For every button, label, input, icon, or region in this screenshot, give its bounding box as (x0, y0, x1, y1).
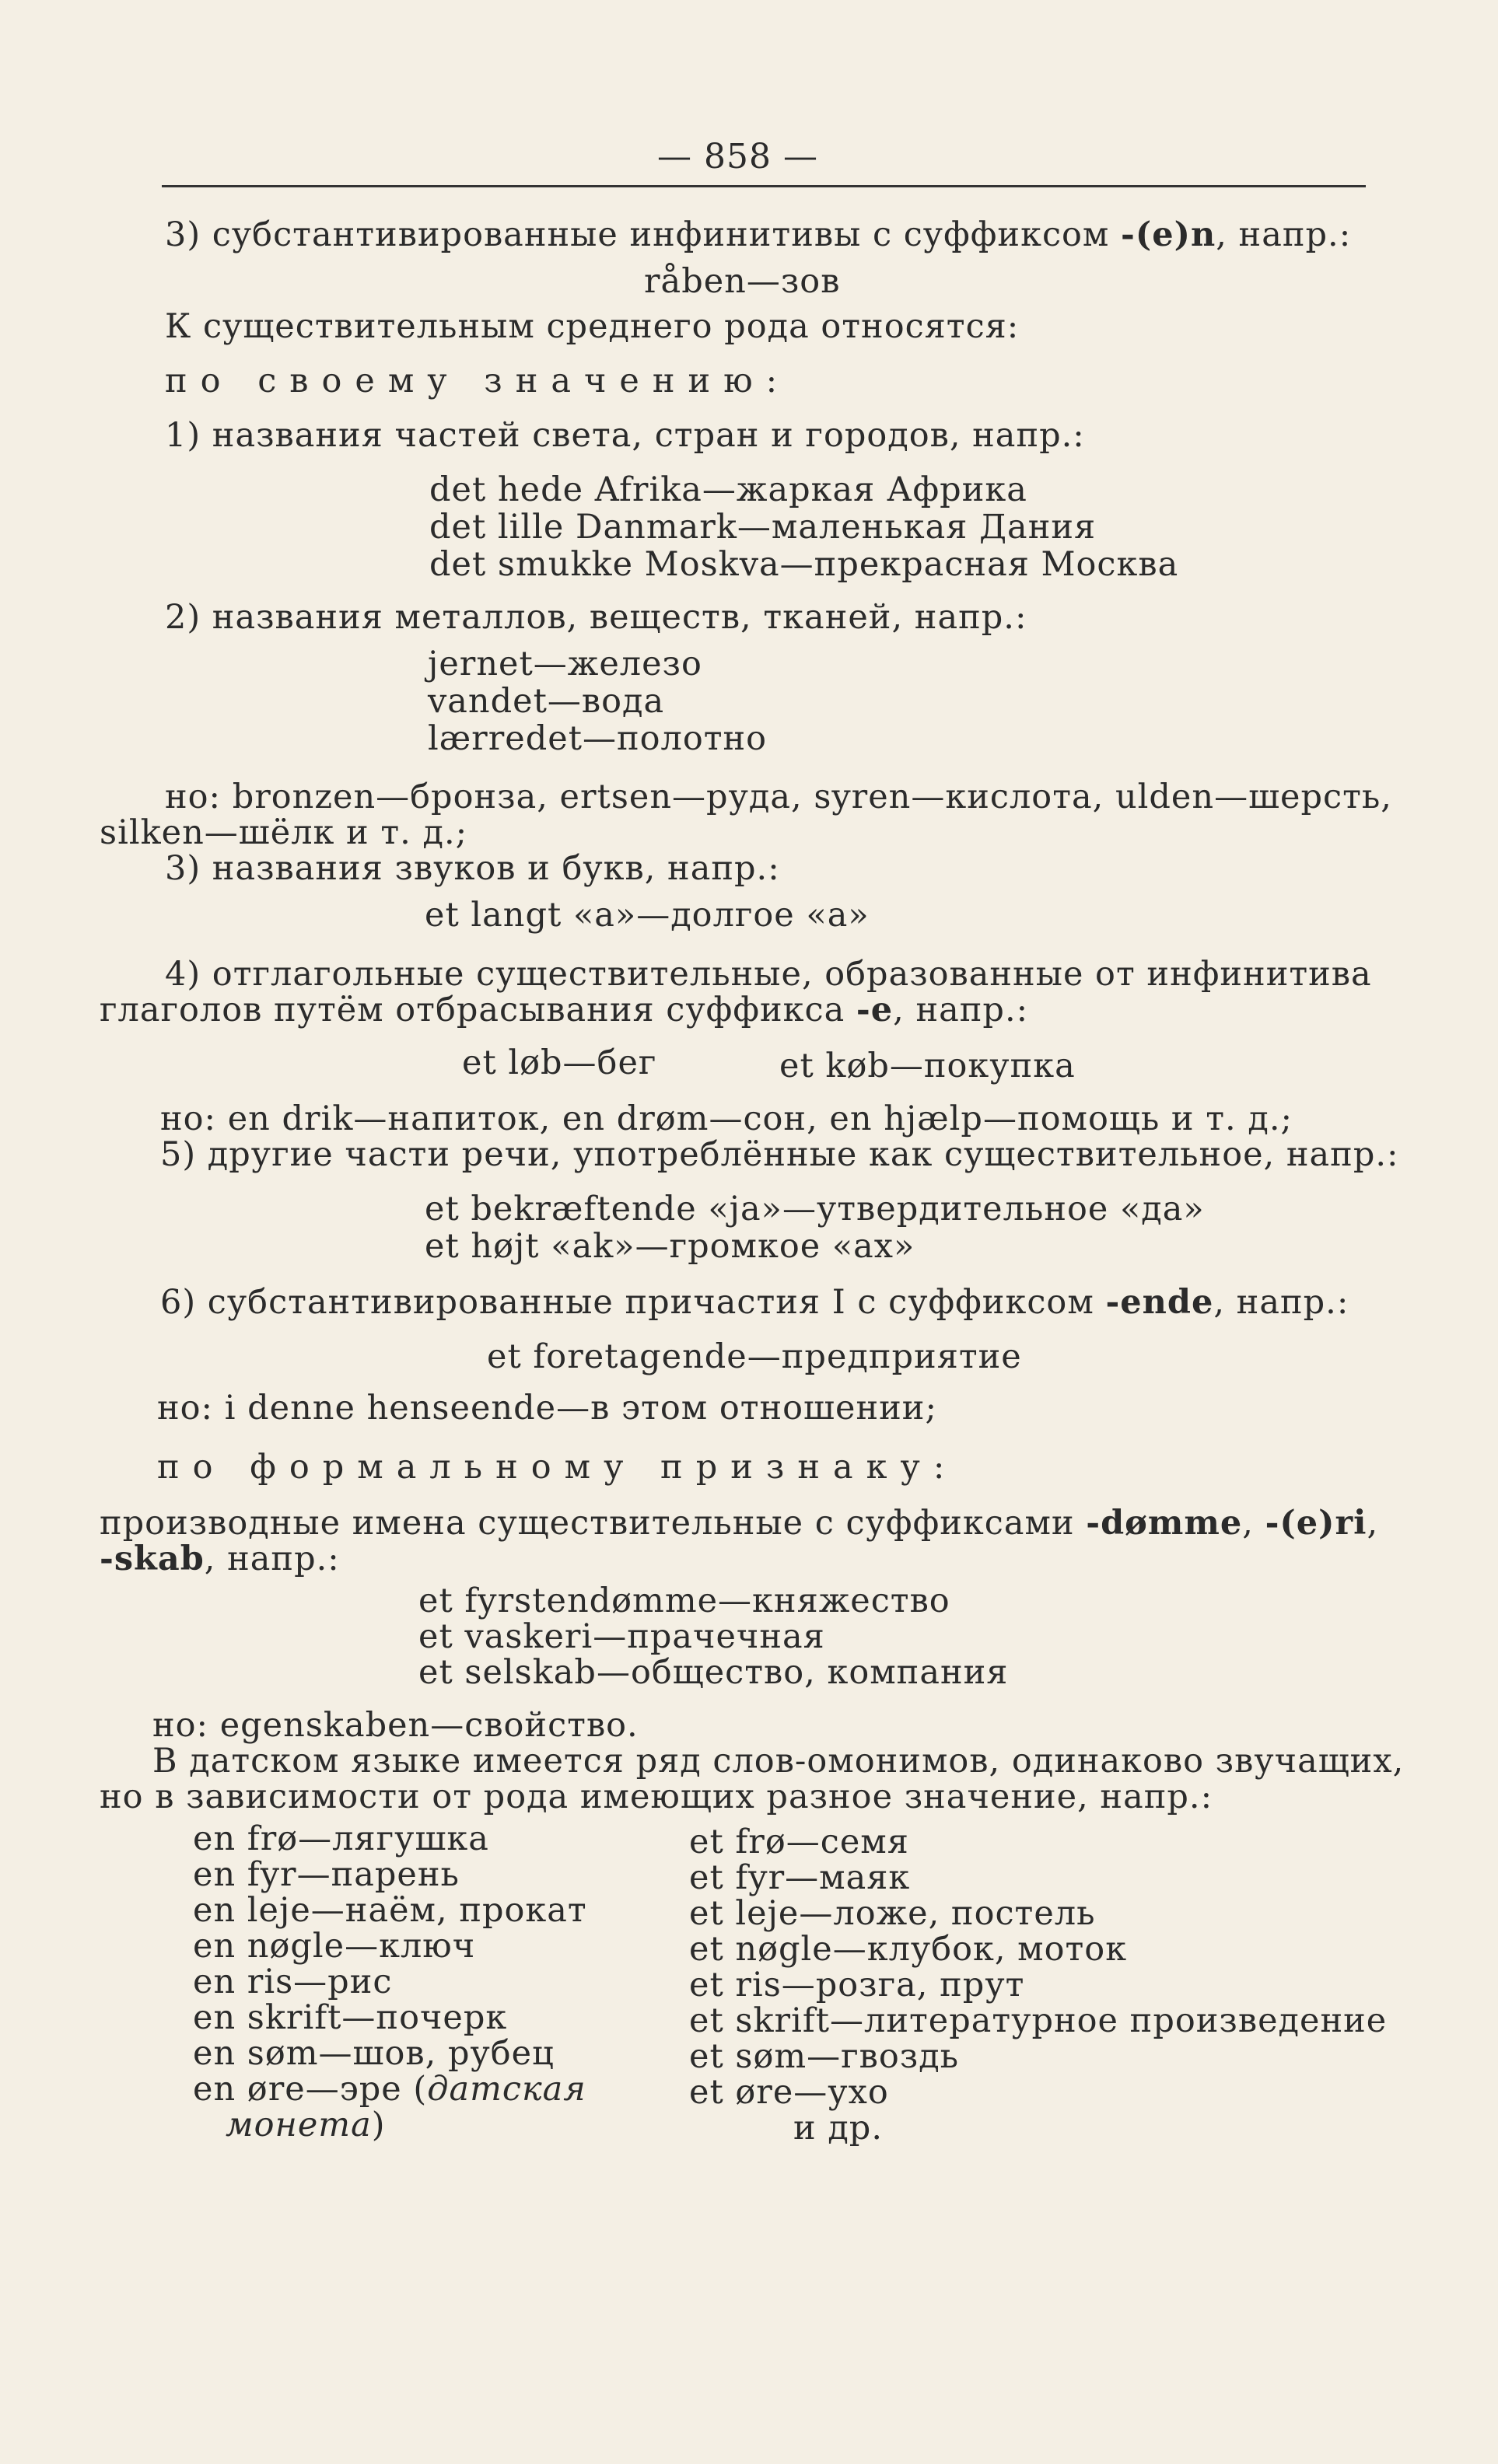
example-line: det lille Danmark—маленькая Дания (429, 508, 1097, 547)
text-line: но: egenskaben—свойство. (152, 1706, 639, 1745)
text-line: глаголов путём отбрасывания суффикса -е, напр.: (100, 991, 1029, 1029)
example-line: et selskab—общество, компания (418, 1653, 1009, 1692)
example-line: et fyrstendømme—княжество (418, 1582, 950, 1620)
text-line: но: en drik—напиток, en drøm—сон, en hjælp—помощь и т. д.; (160, 1099, 1293, 1138)
example-line: det smukke Moskva—прекрасная Москва (429, 545, 1179, 584)
text-line: К существительным среднего рода относятся: (165, 307, 1020, 346)
list-item: en fyr—парень (193, 1855, 460, 1894)
list-item: et nøgle—клубок, моток (689, 1930, 1128, 1969)
list-item: et frø—семя (689, 1823, 909, 1861)
list-item: en søm—шов, рубец (193, 2034, 555, 2073)
text-line: 2) названия металлов, веществ, тканей, напр.: (165, 598, 1027, 637)
list-item: en leje—наём, прокат (193, 1891, 587, 1930)
text-line: 3) субстантивированные инфинитивы с суффиксом -(е)n, напр.: (165, 215, 1352, 254)
list-item: en nøgle—ключ (193, 1927, 476, 1966)
example-line: et bekræftende «ja»—утвердительное «да» (425, 1190, 1205, 1229)
text-line: 3) названия звуков и букв, напр.: (165, 849, 780, 888)
text-line: 6) субстантивированные причастия I с суффиксом -ende, напр.: (160, 1283, 1349, 1322)
text-line: 1) названия частей света, стран и городов, напр.: (165, 416, 1085, 455)
text-line: 4) отглагольные существительные, образованные от инфинитива (165, 955, 1372, 994)
example-line: vandet—вода (428, 682, 665, 721)
list-item: en ris—рис (193, 1962, 393, 2001)
list-item: et leje—ложе, постель (689, 1894, 1096, 1933)
text-line: но: bronzen—бронза, ertsen—руда, syren—кислота, ulden—шерсть, (165, 778, 1392, 816)
list-item: et ris—розга, прут (689, 1966, 1025, 2004)
text-line: но в зависимости от рода имеющих разное значение, напр.: (100, 1777, 1213, 1816)
list-item: en skrift—почерк (193, 1998, 508, 2037)
section-heading: по своему значению: (165, 362, 791, 400)
example-line: lærredet—полотно (428, 719, 768, 758)
list-item: et øre—ухо (689, 2073, 889, 2112)
example-line: det hede Afrika—жаркая Африка (429, 470, 1027, 509)
text-line: В датском языке имеется ряд слов-омонимов, одинаково звучащих, (152, 1742, 1405, 1781)
text-line: råben—зов (644, 262, 841, 301)
example-line: et løb—бег (462, 1043, 657, 1082)
list-end: и др. (793, 2109, 883, 2148)
example-line: et vaskeri—прачечная (418, 1617, 825, 1656)
list-item: en frø—лягушка (193, 1819, 489, 1858)
example-line: et foretagende—предприятие (487, 1337, 1022, 1376)
list-item-continuation: монета) (226, 2106, 386, 2144)
example-line: et køb—покупка (779, 1047, 1076, 1085)
text-line: silken—шёлк и т. д.; (100, 813, 468, 852)
text-line: -skab, напр.: (100, 1540, 340, 1578)
text-line: производные имена существительные с суффиксами -dømme, -(e)ri, (100, 1504, 1379, 1543)
text-line: но: i denne henseende—в этом отношении; (157, 1389, 937, 1428)
example-line: et langt «а»—долгое «а» (425, 896, 870, 935)
page-number: — 858 — (657, 137, 818, 176)
example-line: et højt «ak»—громкое «ах» (425, 1227, 915, 1266)
section-heading: по формальному признаку: (157, 1448, 958, 1487)
header-rule (162, 185, 1366, 187)
text-line: 5) другие части речи, употреблённые как существительное, напр.: (160, 1135, 1399, 1174)
list-item: et skrift—литературное произведение (689, 2001, 1388, 2040)
list-item: et fyr—маяк (689, 1858, 911, 1897)
example-line: jernet—железо (428, 645, 702, 683)
list-item: en øre—эре (датская (193, 2070, 586, 2109)
list-item: et søm—гвоздь (689, 2037, 960, 2076)
